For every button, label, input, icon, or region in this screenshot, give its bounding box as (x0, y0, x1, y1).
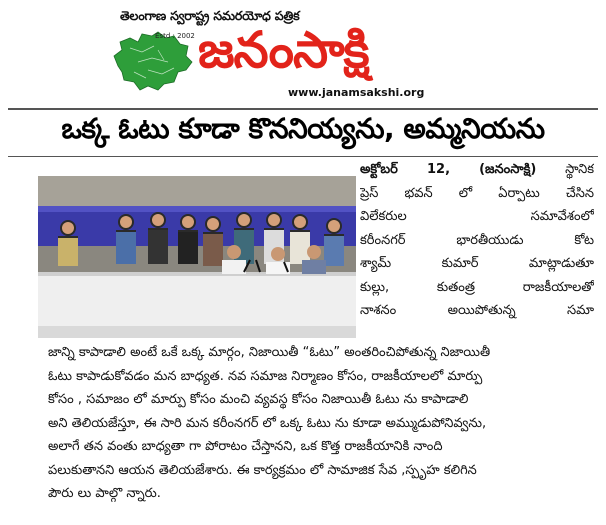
body-line: ఓటు కాపాడుకోవడం మన బాధ్యత. నవ సమాజ నిర్మాణం కోసం, రాజకీయాలలో మార్పు (48, 368, 483, 384)
body-line: అలాగే తన వంతు బాధ్యతా గా పోరాటం చేస్తానని, ఒక కొత్త రాజకీయానికి నాంది (48, 439, 443, 454)
column-line: కరీంనగర్ భారతీయుడు కోట (360, 232, 594, 248)
article-column-text (360, 158, 594, 323)
column-line: విలేకరుల సమావేశంలో (360, 209, 594, 224)
article-line-1 (360, 158, 594, 182)
article-body-text (48, 341, 594, 506)
header-rule (8, 108, 598, 110)
headline-rule (8, 156, 598, 157)
column-line: ప్రెస్ భవన్ లో ఏర్పాటు చేసిన (360, 185, 594, 201)
body-line: పౌరు లు పాల్గొ న్నారు. (48, 486, 161, 501)
body-line: జాన్ని కాపాడాలి అంటే ఒకే ఒక్క మార్గం, నిజాయితీ “ఓటు” అంతరించిపోతున్న నిజాయితీ (48, 345, 491, 360)
body-line: కోసం , సమాజం లో మార్పు కోసం మంచి వ్యవస్థ కోసం నిజాయితీ ఓటు ను కాపాడాలి (48, 392, 469, 407)
masthead (0, 0, 606, 108)
newspaper-logo: జనంసాక్షి (198, 21, 369, 79)
established-year: Estd : 2002 (155, 32, 195, 40)
body-line: అని తెలియజేస్తూ, ఈ సారి మన కరీంనగర్ లో ఒక్క ఓటు ను కూడా అమ్ముడుపోనివ్వను, (48, 415, 487, 431)
tagline: తెలంగాణ స్వరాష్ట్ర సమరయోధ పత్రిక (120, 8, 300, 23)
column-line: కుల్లు, కుతంత్ర రాజకీయాలతో (360, 279, 594, 295)
dateline: అక్టోబర్ 12, (జనంసాక్షి) (360, 162, 537, 177)
column-line: నాశనం అయిపోతున్న సమా (360, 303, 594, 318)
press-meet-photo (38, 176, 356, 338)
body-line: పలుకుతానని ఆయన తెలియజేశారు. ఈ కార్యక్రమం లో సామాజిక సేవ ,స్పృహ కలిగిన (48, 462, 477, 478)
column-line: శ్యామ్ కుమార్ మాట్లాడుతూ (360, 256, 594, 271)
website-url: www.janamsakshi.org (288, 86, 425, 99)
article-headline: ఒక్క ఓటు కూడా కొననియ్యను, అమ్మనియను (61, 112, 545, 145)
column-line: స్థానిక (565, 162, 594, 177)
